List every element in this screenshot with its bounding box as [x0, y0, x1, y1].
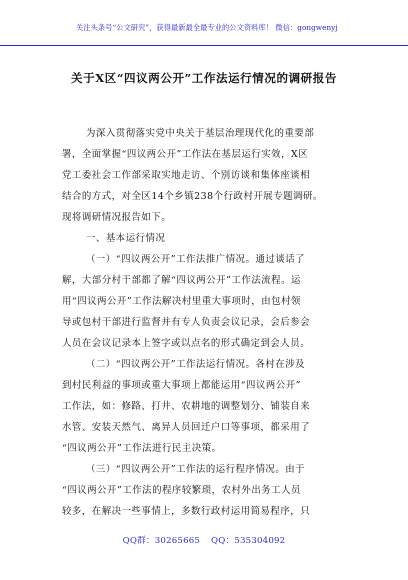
- page-header: [0, 0, 408, 46]
- body-line: 工作法，如：修路、打井、农耕地的调整划分、铺装自来: [62, 401, 311, 412]
- page-footer: [0, 534, 408, 546]
- body-line: 用“四议两公开”工作法解决村里重大事项时，由包村领: [62, 296, 301, 307]
- document-title: 关于X区“四议两公开”工作法运行情况的调研报告: [71, 71, 337, 85]
- body-line: 现将调研情况报告如下。: [62, 212, 172, 223]
- body-line: 结合的方式，对全区14个乡镇238个行政村开展专题调研。: [62, 191, 323, 202]
- subsection-heading: （三）“四议两公开”工作法的运行程序情况。由于: [86, 464, 306, 475]
- subsection-heading: （一）“四议两公开”工作法推广情况。通过谈话了: [86, 254, 306, 265]
- body-line: 党工委社会工作部采取实地走访、个别访谈和集体座谈相: [62, 170, 311, 181]
- body-line: 解，大部分村干部都了解“四议两公开”工作法流程。运: [62, 275, 301, 286]
- body-line: 人员在会议记录本上签字或以点名的形式确定到会人员。: [62, 338, 311, 349]
- footer-qq-contact: QQ：535304092: [211, 536, 286, 546]
- body-line: 水管、安装天然气、离异人员回迁户口等事项，都采用了: [62, 422, 311, 433]
- footer-qq-group: QQ群：30265665: [122, 536, 201, 546]
- subsection-heading: （二）“四议两公开”工作法运行情况。各村在涉及: [86, 359, 306, 370]
- body-line: “四议两公开”工作法的程序较繁琐，农村外出务工人员: [62, 485, 301, 496]
- section-heading: 一、基本运行情况: [86, 233, 166, 244]
- body-line: 为深入贯彻落实党中央关于基层治理现代化的重要部: [86, 128, 315, 139]
- body-line: 到村民利益的事项或重大事项上都能运用“四议两公开”: [62, 380, 301, 391]
- header-promo-text: 关注头条号“公文研究”，获得最新最全最专业的公文资料库！ 微信：gongwenyj: [76, 23, 338, 32]
- body-line: “四议两公开”工作法进行民主决策。: [62, 443, 222, 454]
- body-line: 署，全面掌握“四议两公开”工作法在基层运行实效，X区: [62, 149, 309, 160]
- body-line: 较多，在解决一些事情上，多数行政村运用简易程序，只: [62, 506, 311, 517]
- body-line: 导或包村干部进行监督并有专人负责会议记录，会后参会: [62, 317, 311, 328]
